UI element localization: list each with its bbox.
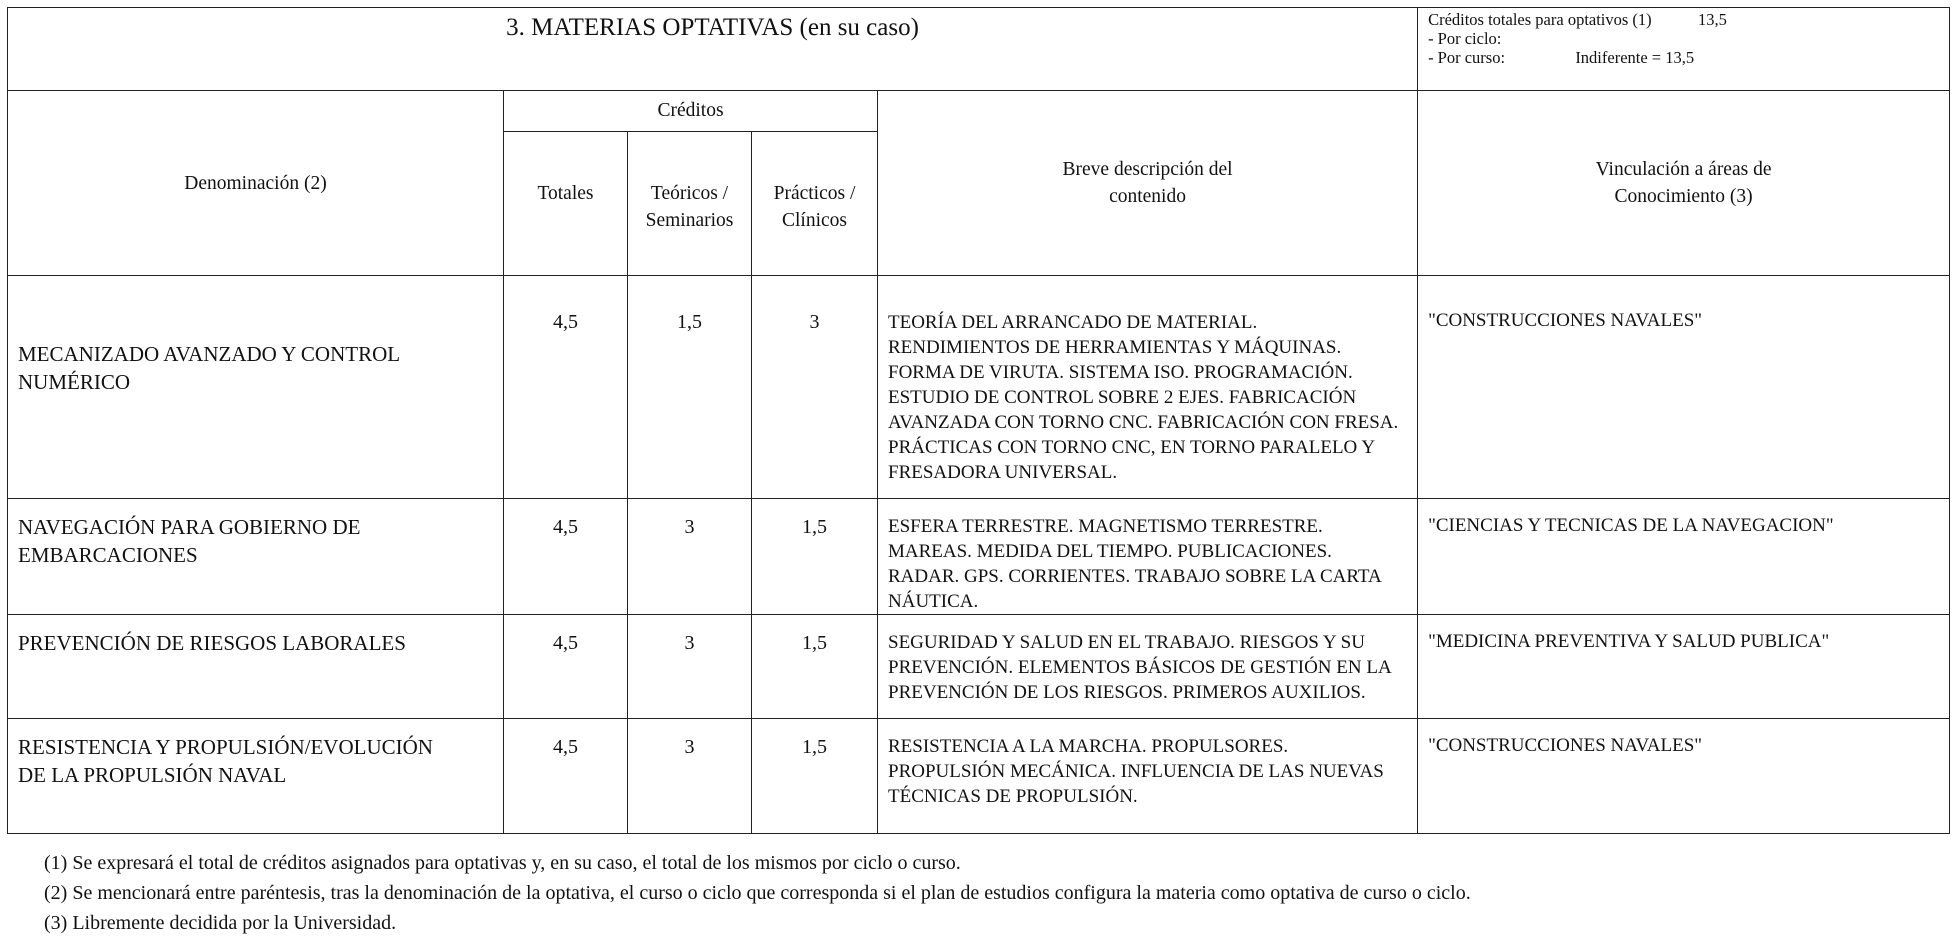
- credits-practice: 1,5: [802, 516, 827, 538]
- subject-description: TEORÍA DEL ARRANCADO DE MATERIAL. RENDIMIENTOS DE HERRAMIENTAS Y MÁQUINAS. FORMA DE VIRUTA. SISTEMA ISO. PROGRAMACIÓN. ESTUDIO DE CONTROL SOBRE 2 EJES. FABRICACIÓN AVANZADA CON TORNO CNC. FABRICACIÓN CON FRESA. PRÁCTICAS CON TORNO CNC, EN TORNO PARALELO Y FRESADORA UNIVERSAL.: [888, 312, 1399, 483]
- table-row: [8, 499, 1950, 615]
- credits-summary: [1418, 8, 1950, 91]
- subject-description: SEGURIDAD Y SALUD EN EL TRABAJO. RIESGOS Y SU PREVENCIÓN. ELEMENTOS BÁSICOS DE GESTIÓN EN LA PREVENCIÓN DE LOS RIESGOS. PRIMEROS AUXILIOS.: [888, 632, 1391, 703]
- knowledge-area: "CIENCIAS Y TECNICAS DE LA NAVEGACION": [1428, 515, 1834, 536]
- table-row: [8, 719, 1950, 834]
- per-cycle-label: - Por ciclo:: [1428, 29, 1502, 48]
- credits-theory: 1,5: [677, 311, 702, 333]
- total-credits-value: 13,5: [1697, 10, 1727, 29]
- table-row: [8, 276, 1950, 499]
- subject-name: RESISTENCIA Y PROPULSIÓN/EVOLUCIÓN DE LA PROPULSIÓN NAVAL: [18, 735, 433, 787]
- title-row: [8, 8, 1950, 91]
- per-course-label: - Por curso:: [1428, 48, 1506, 67]
- col-vinculacion: Vinculación a áreas de Conocimiento (3): [1418, 91, 1950, 276]
- credits-total: 4,5: [553, 736, 578, 758]
- subject-description: ESFERA TERRESTRE. MAGNETISMO TERRESTRE. MAREAS. MEDIDA DEL TIEMPO. PUBLICACIONES. RADAR. GPS. CORRIENTES. TRABAJO SOBRE LA CARTA NÁUTICA.: [888, 516, 1381, 612]
- col-teoricos: Teóricos / Seminarios: [628, 132, 752, 276]
- table-row: [8, 615, 1950, 719]
- total-credits-label: Créditos totales para optativos (1): [1428, 10, 1652, 29]
- credits-practice: 1,5: [802, 632, 827, 654]
- knowledge-area: "CONSTRUCCIONES NAVALES": [1428, 735, 1703, 756]
- knowledge-area: "MEDICINA PREVENTIVA Y SALUD PUBLICA": [1428, 631, 1830, 652]
- credits-total: 4,5: [553, 516, 578, 538]
- col-denominacion: Denominación (2): [8, 91, 504, 276]
- col-totales: Totales: [504, 132, 628, 276]
- footnote-3: (3) Libremente decidida por la Universidad.: [44, 912, 397, 934]
- subject-name: MECANIZADO AVANZADO Y CONTROL NUMÉRICO: [18, 342, 400, 394]
- subject-description: RESISTENCIA A LA MARCHA. PROPULSORES. PROPULSIÓN MECÁNICA. INFLUENCIA DE LAS NUEVAS TÉCNICAS DE PROPULSIÓN.: [888, 736, 1384, 807]
- credits-practice: 3: [809, 311, 820, 333]
- col-creditos: Créditos: [504, 91, 878, 132]
- credits-practice: 1,5: [802, 736, 827, 758]
- footnotes: [44, 848, 1471, 938]
- col-practicos: Prácticos / Clínicos: [752, 132, 878, 276]
- knowledge-area: "CONSTRUCCIONES NAVALES": [1428, 310, 1703, 331]
- credits-theory: 3: [684, 632, 695, 654]
- footnote-1: (1) Se expresará el total de créditos asignados para optativas y, en su caso, el total de los mismos por ciclo o curso.: [44, 852, 961, 874]
- col-descripcion: Breve descripción del contenido: [878, 91, 1418, 276]
- header-row-1: [8, 91, 1950, 132]
- credits-total: 4,5: [553, 632, 578, 654]
- credits-theory: 3: [684, 516, 695, 538]
- subject-name: PREVENCIÓN DE RIESGOS LABORALES: [18, 631, 406, 655]
- footnote-2: (2) Se mencionará entre paréntesis, tras la denominación de la optativa, el curso o ciclo que corresponda si el plan de estudios configura la materia como optativa de curso o ciclo.: [44, 882, 1471, 904]
- optional-subjects-table: [7, 7, 1950, 834]
- per-course-value: Indiferente = 13,5: [1575, 48, 1695, 67]
- credits-total: 4,5: [553, 311, 578, 333]
- table-title: 3. MATERIAS OPTATIVAS (en su caso): [8, 8, 1418, 91]
- credits-theory: 3: [684, 736, 695, 758]
- subject-name: NAVEGACIÓN PARA GOBIERNO DE EMBARCACIONES: [18, 515, 361, 567]
